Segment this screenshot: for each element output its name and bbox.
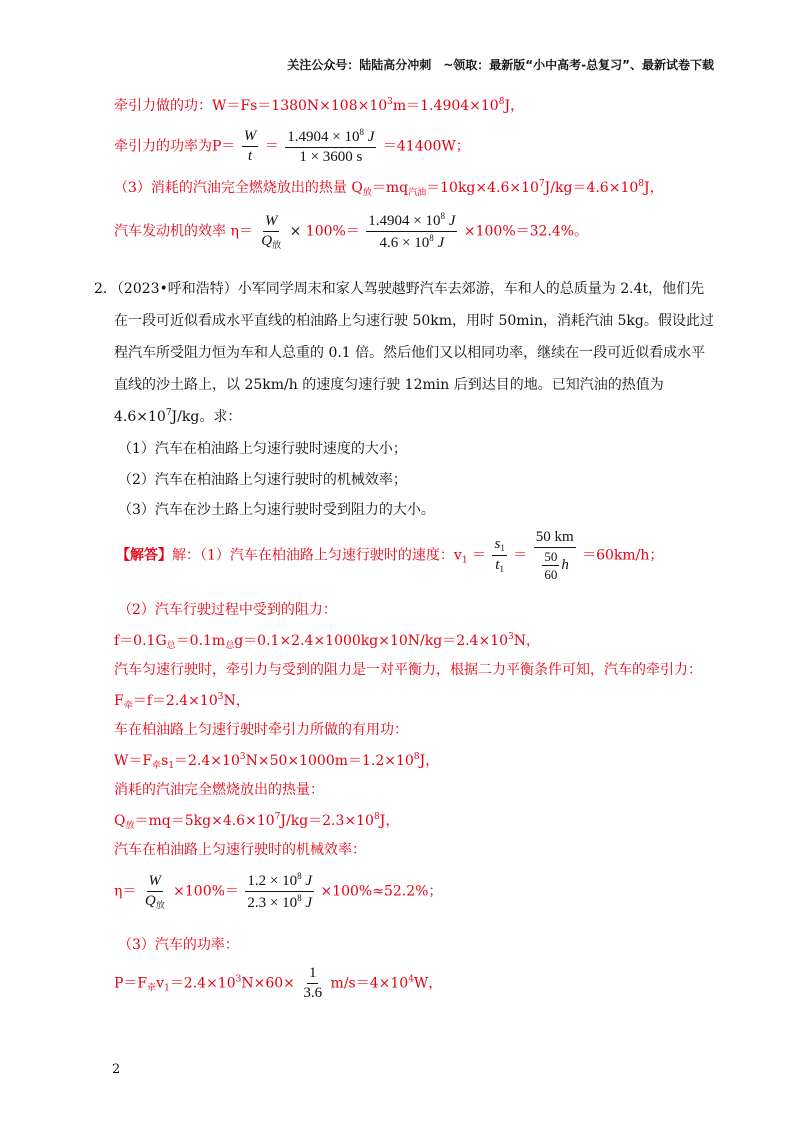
power-formula: $P=F_牵v_1=2.4\times 10^3N\times 60\times$ $\frac{1}{3.6}$ $m/s=4\times 10^4W$， [114,965,443,1001]
page-number: 2 [112,1062,121,1077]
question-2-line-3: 程汽车所受阻力恒为车和人总重的 0.1 倍。然后他们又以相同功率，继续在一段可近似看成水平 [114,345,706,361]
heat-formula: $Q_放=mq=5kg\times 4.6\times 10^7J/kg=2.3\times 10^8J$， [114,812,400,831]
answer-label: 【解答】 [116,547,172,564]
work-formula-line: 牵引力做的功：$W=Fs=1380N\times 108\times 10^3m=1.4904\times 10^8J$， [114,97,525,114]
engine-efficiency-line: 汽车发动机的效率 η＝ $\frac{W}{Q_放}$ × 100%＝ $\frac{1.4904 \times 10^8 J}{4.6 \times 10^8 J}$ ×100%＝32.4%。 [114,211,589,251]
sub-question-2: （2）汽车在柏油路上匀速行驶时的机械效率； [118,472,407,488]
power-formula-line: 牵引力的功率为P＝ $\frac{W}{t}$ ＝ $\frac{1.4904 \times 10^8 J}{1 \times 3600 s}$ ＝41400W； [114,127,470,165]
resistance-title: （2）汽车行驶过程中受到的阻力： [118,602,337,618]
balance-text: 汽车匀速行驶时，牵引力与受到的阻力是一对平衡力，根据二力平衡条件可知，汽车的牵引力： [114,662,702,678]
efficiency-formula: η＝ $\frac{W}{Q_放}$ ×100%＝ $\frac{1.2 \times 10^8 J}{2.3 \times 10^8 J}$ ×100%≈52.2%； [114,871,443,911]
question-2-line-5: $4.6\times 10^7J/kg$。求： [114,408,242,425]
page-header: 关注公众号：陆陆高分冲刺 ~领取：最新版“小中高考-总复习”、最新试卷下载 [287,58,714,72]
resistance-formula: $f=0.1G_总=0.1m_总g=0.1\times 2.4\times 1000kg\times 10N/kg=2.4\times 10^3N$， [114,632,540,651]
answer-speed-line: 【解答】解：（1）汽车在柏油路上匀速行驶时的速度：$v_1$ ＝ $\frac{s_1}{t_1}$ ＝ 50 km $\frac{50}{60}$ h ＝60km/h； [116,529,664,582]
question-2-line-4: 直线的沙土路上，以 25km/h 的速度匀速行驶 12min 后到达目的地。已知汽油的热值为 [114,377,664,393]
heat-text: 消耗的汽油完全燃烧放出的热量： [114,782,324,798]
question-2-line-2: 在一段可近似看成水平直线的柏油路上匀速行驶 50km，用时 50min，消耗汽油 5kg。假设此过 [114,313,714,329]
useful-work-text: 车在柏油路上匀速行驶时牵引力所做的有用功： [114,722,408,738]
efficiency-text: 汽车在柏油路上匀速行驶时的机械效率： [114,842,366,858]
sub-question-1: （1）汽车在柏油路上匀速行驶时速度的大小； [118,441,407,457]
traction-formula: $F_牵=f=2.4\times 10^3N$， [114,692,250,711]
fuel-heat-line: （3）消耗的汽油完全燃烧放出的热量 $Q_放=mq_{汽油}=10kg\times 4.6\times 10^7J/kg=4.6\times 10^8J$， [114,179,664,198]
question-2-line-1: 2．（2023•呼和浩特）小军同学周末和家人驾驶越野汽车去郊游，车和人的总质量为 2.4t，他们先 [94,281,705,297]
sub-question-3: （3）汽车在沙土路上匀速行驶时受到阻力的大小。 [118,502,435,518]
useful-work-formula: $W=F_牵s_1=2.4\times 10^3N\times 50\times 1000m=1.2\times 10^8J$， [114,752,440,771]
power-title: （3）汽车的功率： [118,937,239,953]
